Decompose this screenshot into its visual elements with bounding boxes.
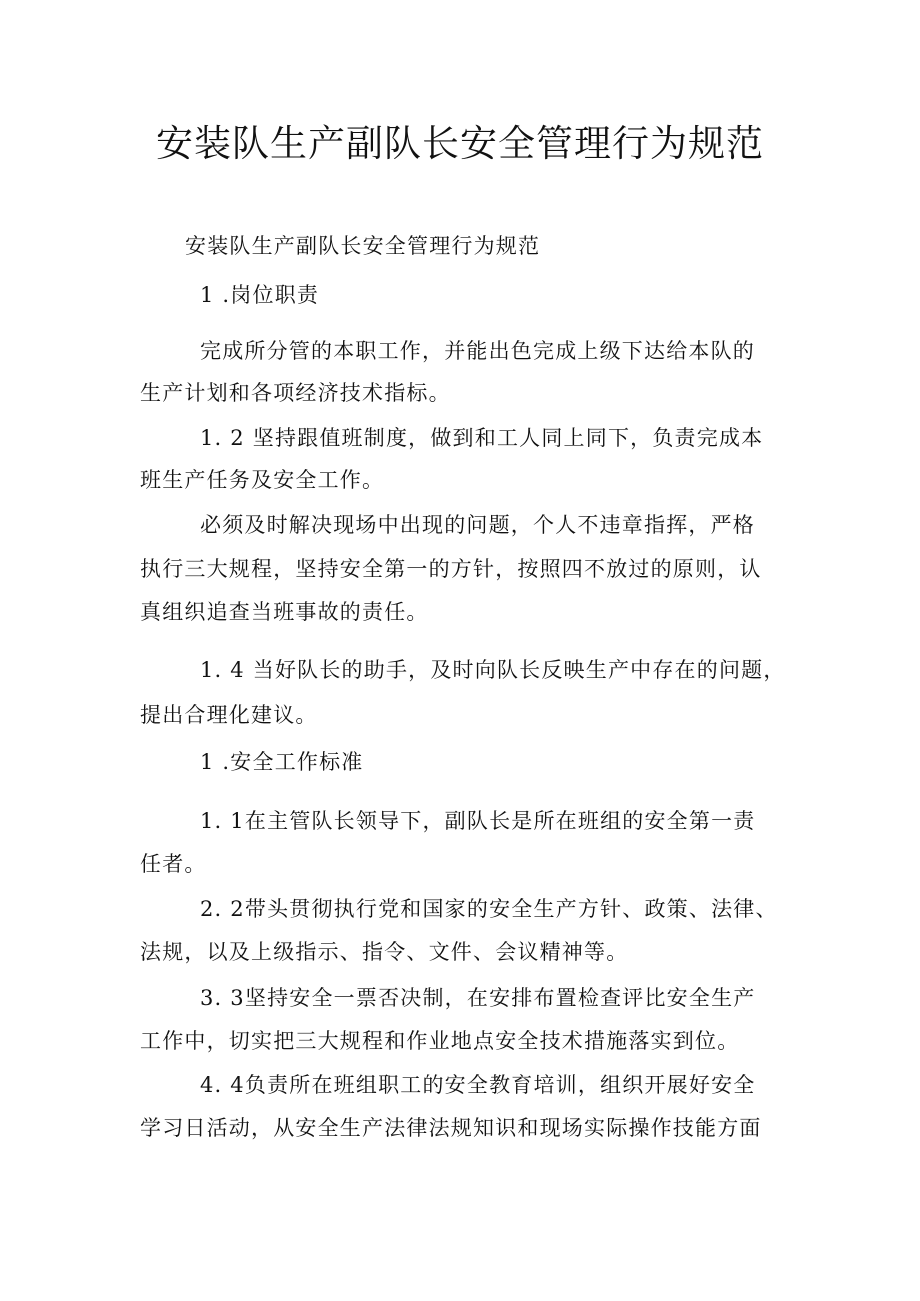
section-heading-duties: 1 .岗位职责	[200, 283, 320, 307]
section-heading-safety-standards: 1 .安全工作标准	[200, 750, 364, 774]
paragraph-line: 任者。	[140, 852, 207, 876]
paragraph-line: 4. 4负责所在班组职工的安全教育培训，组织开展好安全	[200, 1073, 756, 1097]
paragraph-line: 2. 2带头贯彻执行党和国家的安全生产方针、政策、法律、	[200, 897, 778, 921]
paragraph-line: 完成所分管的本职工作，并能出色完成上级下达给本队的	[200, 339, 755, 363]
paragraph-line: 班生产任务及安全工作。	[140, 468, 385, 492]
paragraph-line: 1. 1在主管队长领导下，副队长是所在班组的安全第一责	[200, 809, 756, 833]
paragraph-line: 1. 2 坚持跟值班制度，做到和工人同上同下，负责完成本	[200, 426, 764, 450]
paragraph-line: 生产计划和各项经济技术指标。	[140, 381, 451, 405]
paragraph-line: 真组织追查当班事故的责任。	[140, 600, 429, 624]
paragraph-line: 法规，以及上级指示、指令、文件、会议精神等。	[140, 940, 629, 964]
paragraph-line: 提出合理化建议。	[140, 703, 318, 727]
paragraph-line: 3. 3坚持安全一票否决制，在安排布置检查评比安全生产	[200, 986, 756, 1010]
document-title: 安装队生产副队长安全管理行为规范	[156, 122, 764, 165]
paragraph-line: 执行三大规程，坚持安全第一的方针，按照四不放过的原则，认	[140, 557, 762, 581]
subtitle-line: 安装队生产副队长安全管理行为规范	[185, 234, 541, 258]
paragraph-line: 1. 4 当好队长的助手，及时向队长反映生产中存在的问题，	[200, 658, 786, 682]
paragraph-line: 工作中，切实把三大规程和作业地点安全技术措施落实到位。	[140, 1029, 740, 1053]
paragraph-line: 学习日活动，从安全生产法律法规知识和现场实际操作技能方面	[140, 1116, 762, 1140]
paragraph-line: 必须及时解决现场中出现的问题，个人不违章指挥，严格	[200, 513, 755, 537]
